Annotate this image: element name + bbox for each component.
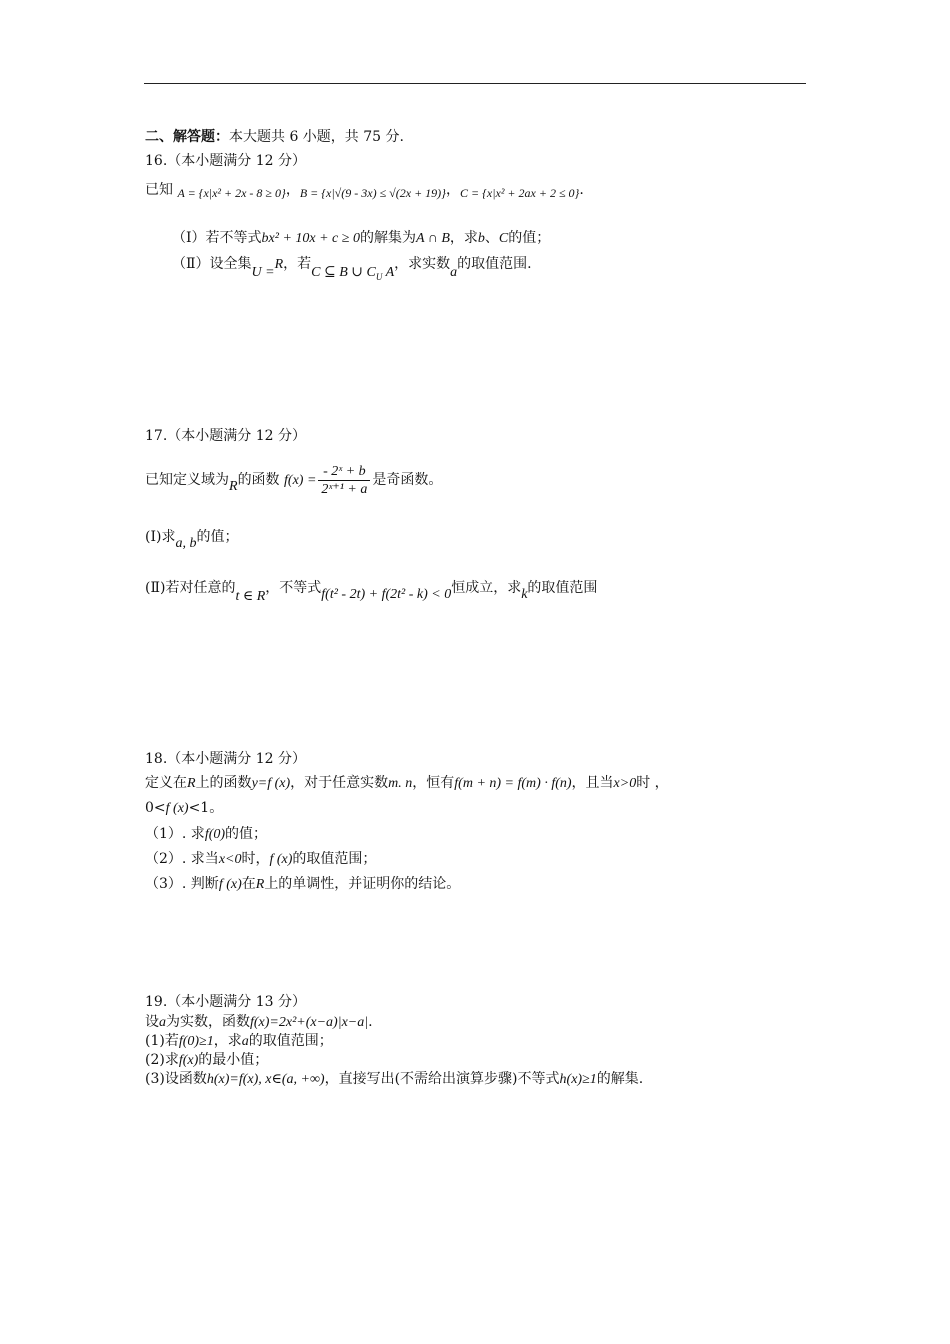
q19-line1-text-a: 设 — [145, 1014, 159, 1030]
q18-item1 — [145, 824, 267, 845]
q16-given-label: 已知 — [145, 182, 173, 198]
q19-line1-text-b: 为实数，函数 — [166, 1014, 250, 1030]
q18-item3-text-a: （3）. 判断 — [145, 876, 219, 892]
q16-part2-cond-main: C ⊆ B ∪ C — [311, 265, 376, 280]
q19-line1 — [145, 1012, 373, 1033]
q18-line1-text-b: 上的函数 — [195, 775, 252, 791]
q19-number: 19. — [145, 994, 168, 1010]
q16-score: （本小题满分 12 分） — [167, 153, 306, 169]
section-intro: 本大题共 6 小题，共 75 分. — [229, 129, 404, 145]
q19-item2-text-a: (2)求 — [145, 1052, 179, 1068]
q18-item2-text-b: 时， — [241, 851, 270, 867]
q17-given-text-a: 已知定义域为 — [145, 472, 229, 488]
q17-part1-vars: a, b — [175, 536, 197, 551]
q17-part1 — [145, 527, 239, 551]
q17-part2-ineq: f(t² - 2t) + f(2t² - k) < 0 — [321, 587, 452, 602]
q16-part1-set: A ∩ B — [415, 231, 450, 246]
q18-item1-text-a: （1）. 求 — [145, 826, 205, 842]
q17-fx: f(x) = — [284, 473, 317, 488]
q16-sep1: ， — [285, 182, 300, 198]
q18-item3-f: f (x) — [218, 877, 242, 892]
header-rule — [144, 83, 806, 84]
q17-part2-k: k — [521, 587, 528, 602]
q19-item2-text-b: 的最小值； — [198, 1052, 269, 1068]
q19-score: （本小题满分 13 分） — [167, 994, 306, 1010]
q17-part1-text-b: 的值； — [196, 529, 239, 545]
q18-item2 — [145, 849, 376, 870]
q18-line1-text-e: ，且当 — [571, 775, 614, 791]
q18-item2-text-c: 的取值范围； — [292, 851, 377, 867]
q16-part2-r: R — [274, 257, 284, 272]
q19-item2-f: f(x) — [178, 1053, 199, 1068]
q18-item1-f: f(0) — [204, 827, 226, 842]
q16-part1-var-c: C — [498, 231, 509, 246]
q18-line1-text-c: ，对于任意实数 — [290, 775, 389, 791]
q18-line2-text-b: <1。 — [188, 800, 224, 816]
q16-header — [145, 151, 306, 171]
q18-line1-f: y=f (x) — [251, 776, 291, 791]
q19-item2 — [145, 1050, 268, 1071]
q18-item2-f: f (x) — [269, 852, 293, 867]
q18-line2 — [145, 798, 223, 819]
q18-line2-f: f (x) — [165, 801, 189, 816]
q16-part2 — [172, 254, 532, 282]
q16-part2-cond — [311, 265, 394, 280]
q16-part2-text-b: ，若 — [283, 256, 312, 272]
q18-item3 — [145, 874, 460, 895]
q16-given — [145, 180, 584, 200]
q17-domain-r: R — [229, 479, 238, 494]
q18-line1-eq: f(m + n) = f(m) · f(n) — [454, 776, 572, 791]
q16-part1-text-c: ，求 — [449, 230, 478, 246]
q16-part1-text-a: （Ⅰ）若不等式 — [172, 230, 262, 246]
q16-part1-text-d: 、 — [484, 230, 499, 246]
q18-line1-x: x>0 — [613, 776, 637, 791]
q17-given-text-b: 的函数 — [237, 472, 280, 488]
q17-part2-t: t ∈ R — [235, 589, 266, 604]
q16-set-c: C = {x|x² + 2ax + 2 ≤ 0} — [459, 186, 580, 200]
q19-header — [145, 992, 306, 1012]
q18-line1 — [145, 773, 669, 794]
q17-header — [145, 426, 306, 446]
q19-item1-text-a: (1)若 — [145, 1033, 179, 1049]
q18-item3-r: R — [255, 877, 265, 892]
q19-line1-text-c: . — [368, 1014, 373, 1030]
q19-item1-cond: f(0)≥1 — [178, 1034, 214, 1049]
q18-line1-text-a: 定义在 — [145, 775, 187, 791]
q17-given — [145, 462, 442, 499]
q19-item3-h: h(x)=f(x), x∈(a, +∞) — [206, 1072, 325, 1087]
section-heading: 二、解答题： — [145, 129, 229, 145]
q18-line1-text-d: ，恒有 — [412, 775, 455, 791]
q17-number: 17. — [145, 428, 168, 444]
q18-line1-r: R — [187, 776, 196, 791]
q18-line2-text-a: 0< — [145, 800, 166, 816]
q17-part2-text-a: (Ⅱ)若对任意的 — [145, 580, 236, 596]
q16-part2-u: U = — [251, 265, 275, 280]
q16-part2-cond-sub: U — [375, 271, 383, 282]
q16-part1-text-b: 的解集为 — [359, 230, 416, 246]
q16-set-b: B = {x|√(9 - 3x) ≤ √(2x + 19)} — [299, 186, 446, 200]
q19-item3-text-c: 的解集. — [596, 1071, 644, 1087]
q16-part1-expr: bx² + 10x + c ≥ 0 — [261, 231, 360, 246]
q19-item1-var: a — [241, 1034, 249, 1049]
q16-end: . — [579, 182, 584, 198]
section-heading-line — [145, 127, 404, 147]
q19-item3 — [145, 1069, 643, 1090]
q18-item2-text-a: （2）. 求当 — [145, 851, 219, 867]
q16-part1 — [172, 228, 550, 249]
q17-part2-text-c: 恒成立，求 — [451, 580, 522, 596]
q16-sep2: ， — [445, 182, 460, 198]
q17-numerator: - 2ˣ + b — [318, 463, 370, 481]
q18-header — [145, 749, 306, 769]
q16-part1-var-b: b — [477, 231, 485, 246]
q16-set-a: A = {x|x² + 2x - 8 ≥ 0} — [177, 186, 286, 200]
q18-line1-mn: m. n — [388, 776, 413, 791]
q19-line1-var: a — [159, 1015, 166, 1030]
q18-item3-text-b: 在 — [241, 876, 256, 892]
q19-line1-f: f(x)=2x²+(x−a)|x−a| — [250, 1015, 369, 1030]
q16-part1-text-e: 的值； — [508, 230, 551, 246]
q19-item1-text-b: ，求 — [213, 1033, 242, 1049]
q17-given-text-c: 是奇函数。 — [372, 472, 443, 488]
q19-item1-text-c: 的取值范围； — [248, 1033, 333, 1049]
q17-part1-text-a: (Ⅰ)求 — [145, 529, 176, 545]
q16-part2-cond-end: A — [382, 265, 395, 280]
q17-part2-text-b: ，不等式 — [265, 580, 322, 596]
q19-item3-text-b: ，直接写出(不需给出演算步骤)不等式 — [324, 1071, 560, 1087]
q16-number: 16. — [145, 153, 168, 169]
q16-part2-text-c: ，求实数 — [394, 256, 451, 272]
q18-number: 18. — [145, 751, 168, 767]
q17-part2-text-d: 的取值范围 — [527, 580, 598, 596]
q16-part2-text-a: （Ⅱ）设全集 — [172, 256, 252, 272]
q18-item1-text-b: 的值； — [225, 826, 268, 842]
q16-part2-var: a — [450, 265, 458, 280]
q16-part2-text-d: 的取值范围. — [457, 256, 532, 272]
q17-denominator: 2ˣ⁺¹ + a — [321, 481, 368, 497]
q17-fraction — [318, 463, 370, 498]
q18-score: （本小题满分 12 分） — [167, 751, 306, 767]
q18-item2-x: x<0 — [218, 852, 242, 867]
q19-item1 — [145, 1031, 333, 1052]
q18-line1-text-f: 时 ， — [636, 775, 669, 791]
q17-score: （本小题满分 12 分） — [167, 428, 306, 444]
q17-part2 — [145, 578, 598, 604]
q19-item3-text-a: (3)设函数 — [145, 1071, 207, 1087]
q18-item3-text-c: 上的单调性，并证明你的结论。 — [264, 876, 461, 892]
q19-item3-ineq: h(x)≥1 — [559, 1072, 597, 1087]
